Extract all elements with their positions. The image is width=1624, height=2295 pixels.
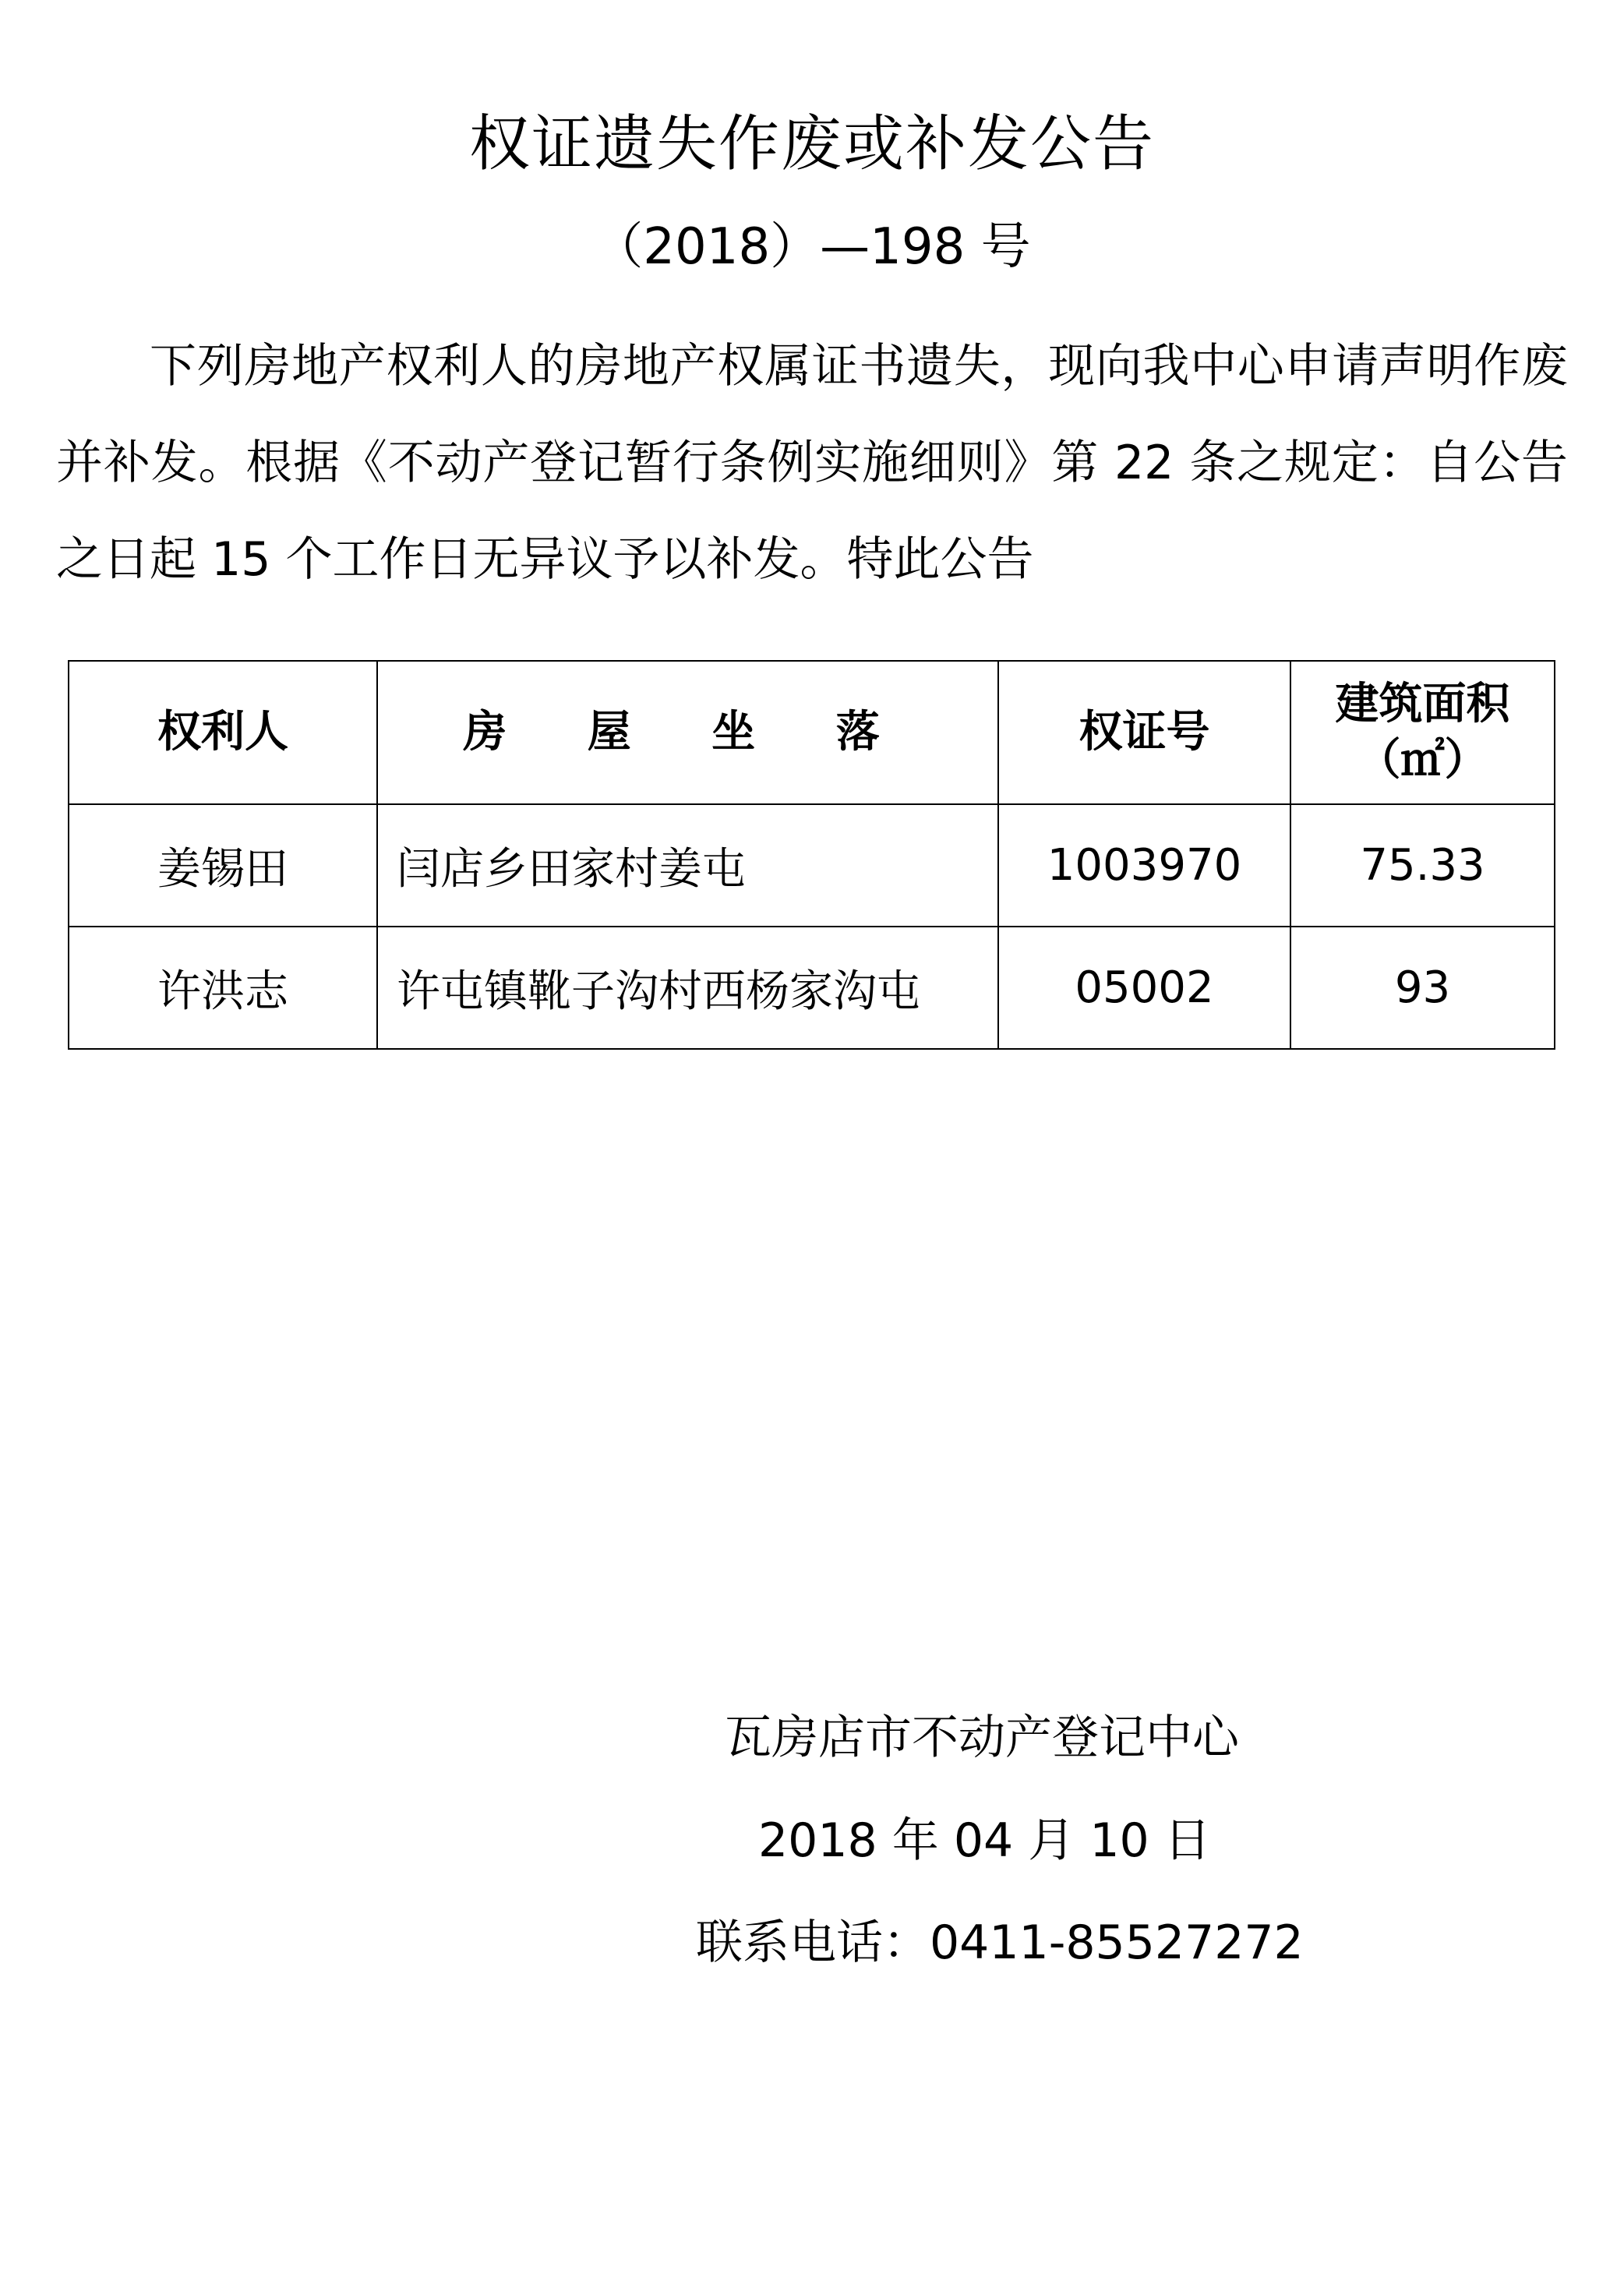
cell-cert-no: 05002: [998, 927, 1290, 1049]
issue-date: 2018 年 04 月 10 日: [758, 1813, 1211, 1868]
header-cert-no: 权证号: [998, 661, 1290, 804]
header-area: 建筑面积（㎡）: [1290, 661, 1555, 804]
cell-location: 许屯镇靴子沟村西杨家沟屯: [377, 927, 998, 1049]
cell-cert-no: 1003970: [998, 804, 1290, 927]
cell-owner: 姜锡田: [69, 804, 377, 927]
records-table: [68, 660, 1555, 1050]
table-row: [69, 804, 1555, 927]
notice-body: 下列房地产权利人的房地产权属证书遗失，现向我中心申请声明作废并补发。根据《不动产登记暂行条例实施细则》第 22 条之规定：自公告之日起 15 个工作日无异议予以补发。特此公告: [56, 339, 1568, 587]
header-location: 房 屋 坐 落: [377, 661, 998, 804]
notice-number: （2018）—198 号: [593, 218, 1031, 276]
header-owner: 权利人: [69, 661, 377, 804]
cell-owner: 许洪志: [69, 927, 377, 1049]
cell-area: 75.33: [1290, 804, 1555, 927]
table-header-row: [69, 661, 1555, 804]
notice-title: 权证遗失作废或补发公告: [468, 109, 1155, 179]
issuing-organization: 瓦房店市不动产登记中心: [725, 1711, 1239, 1765]
cell-location: 闫店乡田家村姜屯: [377, 804, 998, 927]
table-row: [69, 927, 1555, 1049]
cell-area: 93: [1290, 927, 1555, 1049]
contact-phone: 联系电话：0411-85527272: [696, 1915, 1304, 1970]
